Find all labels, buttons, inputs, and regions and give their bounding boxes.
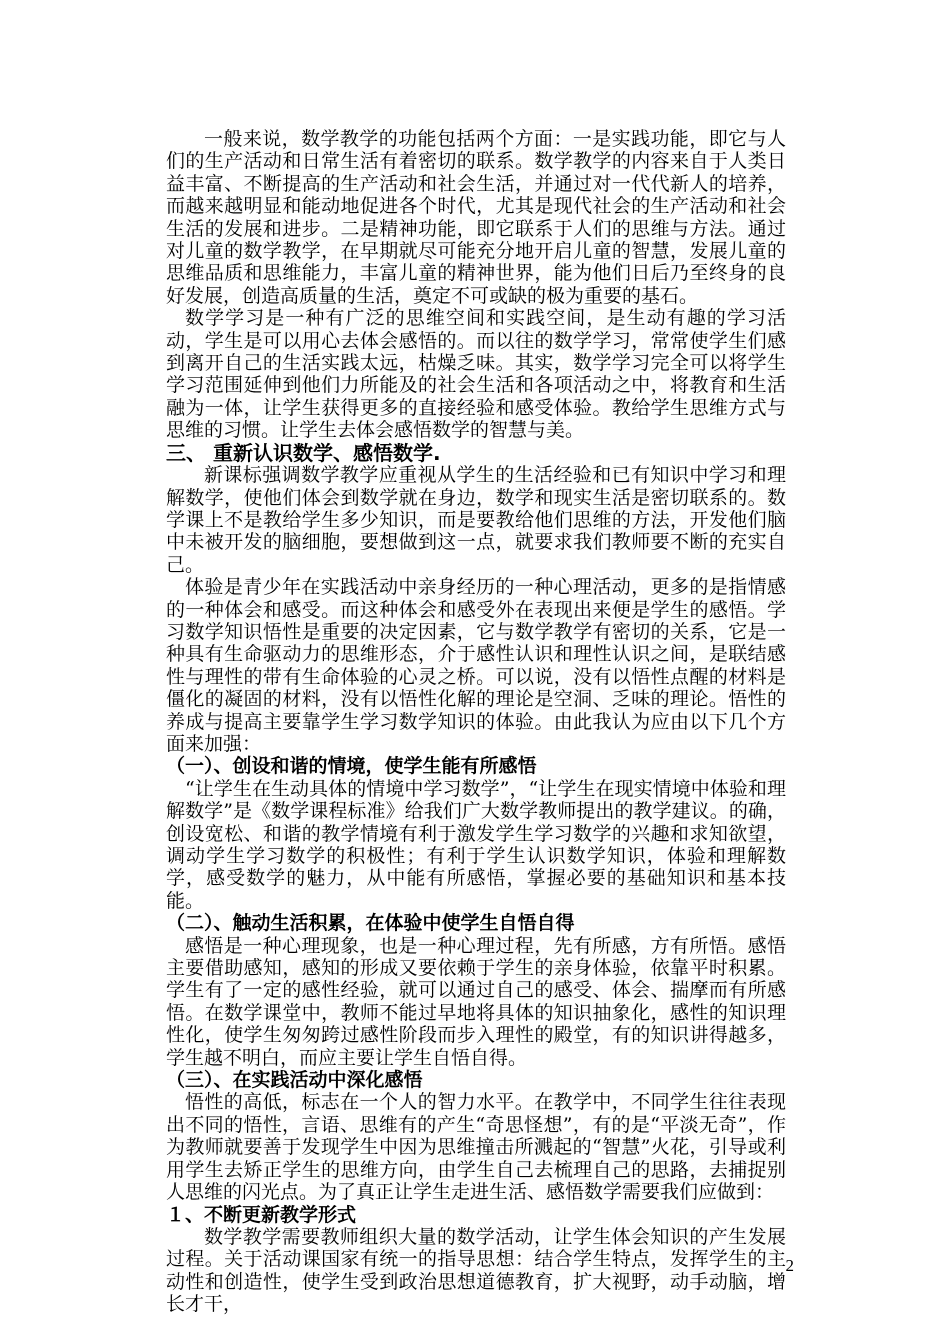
page-number: 2 bbox=[785, 1256, 794, 1275]
paragraph-math-learning: 数学学习是一种有广泛的思维空间和实践空间，是生动有趣的学习活动，学生是可以用心去体会感悟的。而以往的数学学习，常常使学生们感到离开自己的生活实践太远，枯燥乏味。其实，数学学习完全可以将学生学习范围延伸到他们力所能及的社会生活和各项活动之中，将教育和生活融为一体，让学生获得更多的直接经验和感受体验。教给学生思维方式与思维的习惯。让学生去体会感悟数学的智慧与美。 bbox=[166, 307, 786, 442]
paragraph-teaching-form: 数学教学需要教师组织大量的数学活动，让学生体会知识的产生发展过程。关于活动课国家有统一的指导思想：结合学生特点，发挥学生的主动性和创造性，使学生受到政治思想道德教育，扩大视野，动手动脑，增长才干， bbox=[166, 1225, 786, 1316]
section-heading-3: 三、 重新认识数学、感悟数学. bbox=[166, 440, 441, 465]
paragraph-experience: 体验是青少年在实践活动中亲身经历的一种心理活动，更多的是指情感的一种体会和感受。而这种体会和感受外在表现出来便是学生的感悟。学习数学知识悟性是重要的决定因素，它与数学教学有密切的关系，它是一种具有生命驱动力的思维形态，介于感性认识和理性认识之间，是联结感性与理性的带有生命体验的心灵之桥。可以说，没有以悟性点醒的材料是僵化的凝固的材料，没有以悟性化解的理论是空洞、乏味的理论。悟性的养成与提高主要靠学生学习数学知识的体验。由此我认为应由以下几个方面来加强： bbox=[166, 576, 786, 755]
page-content bbox=[166, 128, 786, 1316]
paragraph-insight: 悟性的高低，标志在一个人的智力水平。在教学中，不同学生往往表现出不同的悟性，言语、思维有的产生“奇思怪想”，有的是“平淡无奇”，作为教师就要善于发现学生中因为思维撞击所溅起的“智慧”火花，引导或利用学生去矫正学生的思维方向，由学生自己去梳理自己的思路，去捕捉别人思维的闪光点。为了真正让学生走进生活、感悟数学需要我们应做到： bbox=[166, 1091, 786, 1204]
paragraph-new-curriculum: 新课标强调数学教学应重视从学生的生活经验和已有知识中学习和理解数学，使他们体会到数学就在身边，数学和现实生活是密切联系的。数学课上不是教给学生多少知识，而是要教给他们思维的方法，开发他们脑中未被开发的脑细胞，要想做到这一点，就要求我们教师要不断的充实自己。 bbox=[166, 464, 786, 576]
subheading-1: （一）、创设和谐的情境，使学生能有所感悟 bbox=[166, 755, 537, 778]
paragraph-situation: “让学生在生动具体的情境中学习数学”，“让学生在现实情境中体验和理解数学”是《数学课程标准》给我们广大数学教师提出的教学建议。的确，创设宽松、和谐的教学情境有利于激发学生学习数学的兴趣和求知欲望，调动学生学习数学的积极性；有利于学生认识数学知识，体验和理解数学，感受数学的魅力，从中能有所感悟，掌握必要的基础知识和基本技能。 bbox=[166, 777, 786, 912]
subheading-item-1: １、不断更新教学形式 bbox=[166, 1203, 357, 1226]
subheading-2: （二）、触动生活积累，在体验中使学生自悟自得 bbox=[166, 912, 575, 935]
paragraph-perception: 感悟是一种心理现象，也是一种心理过程，先有所感，方有所悟。感悟主要借助感知，感知的形成又要依赖于学生的亲身体验，依靠平时积累。学生有了一定的感性经验，就可以通过自己的感受、体会、揣摩而有所感悟。在数学课堂中，教师不能过早地将具体的知识抽象化，感性的知识理性化，使学生匆匆跨过感性阶段而步入理性的殿堂，有的知识讲得越多，学生越不明白，而应主要让学生自悟自得。 bbox=[166, 934, 786, 1069]
subheading-3: （三）、在实践活动中深化感悟 bbox=[166, 1069, 423, 1092]
paragraph-functions: 一般来说，数学教学的功能包括两个方面：一是实践功能，即它与人们的生产活动和日常生活有着密切的联系。数学教学的内容来自于人类日益丰富、不断提高的生产活动和社会生活，并通过对一代代新人的培养，而越来越明显和能动地促进各个时代，尤其是现代社会的生产活动和社会生活的发展和进步。二是精神功能，即它联系于人们的思维与方法。通过对儿童的数学教学，在早期就尽可能充分地开启儿童的智慧，发展儿童的思维品质和思维能力，丰富儿童的精神世界，能为他们日后乃至终身的良好发展，创造高质量的生活，奠定不可或缺的极为重要的基石。 bbox=[166, 128, 786, 307]
